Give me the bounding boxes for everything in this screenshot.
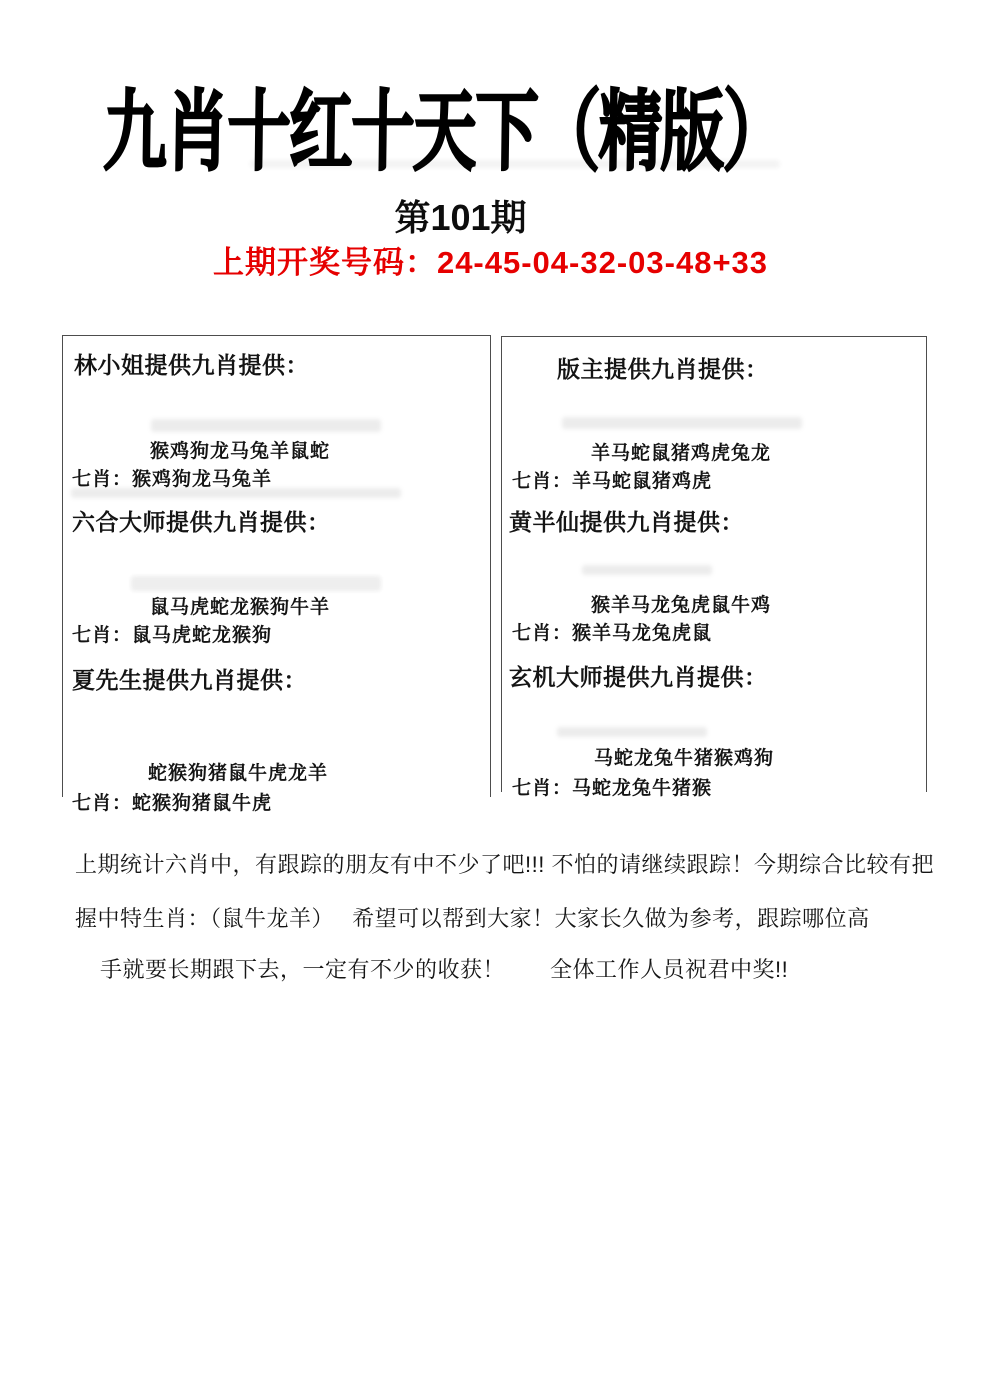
nine-zodiac-line: 猴鸡狗龙马兔羊鼠蛇 bbox=[150, 441, 331, 462]
last-draw-numbers: 上期开奖号码：24-45-04-32-03-48+33 bbox=[212, 245, 769, 280]
seven-zodiac-line: 七肖：蛇猴狗猪鼠牛虎 bbox=[72, 793, 273, 814]
nine-zodiac-line: 鼠马虎蛇龙猴狗牛羊 bbox=[150, 597, 331, 618]
section-header: 版主提供九肖提供： bbox=[557, 356, 769, 382]
page-title: 九肖十红十天下（精版） bbox=[103, 82, 786, 181]
last-draw-line bbox=[0, 237, 981, 282]
nine-zodiac-line: 猴羊马龙兔虎鼠牛鸡 bbox=[591, 595, 772, 616]
issue-number: 第101期 bbox=[394, 197, 527, 238]
seven-zodiac-line: 七肖：马蛇龙兔牛猪猴 bbox=[512, 778, 713, 799]
tips-panel-left bbox=[62, 335, 491, 814]
nine-zodiac-line: 蛇猴狗猪鼠牛虎龙羊 bbox=[148, 763, 329, 784]
scan-smudge bbox=[151, 419, 381, 432]
footer-note-line-3: 手就要长期跟下去，一定有不少的收获！ 全体工作人员祝君中奖!! bbox=[100, 957, 789, 982]
tips-panel-right bbox=[501, 336, 927, 799]
scan-smudge bbox=[562, 417, 802, 429]
section-header: 夏先生提供九肖提供： bbox=[72, 667, 307, 693]
seven-zodiac-line: 七肖：猴羊马龙兔虎鼠 bbox=[512, 623, 713, 644]
seven-zodiac-line: 七肖：鼠马虎蛇龙猴狗 bbox=[72, 625, 273, 646]
section-header: 六合大师提供九肖提供： bbox=[72, 509, 331, 535]
seven-zodiac-line: 七肖：羊马蛇鼠猪鸡虎 bbox=[512, 471, 713, 492]
masthead bbox=[0, 62, 981, 188]
footer-note-line-1: 上期统计六肖中，有跟踪的朋友有中不少了吧!!! 不怕的请继续跟踪！今期综合比较有把 bbox=[75, 852, 934, 877]
footer-note-line-2: 握中特生肖：（鼠牛龙羊） 希望可以帮到大家！大家长久做为参考，跟踪哪位高 bbox=[75, 906, 870, 931]
issue-line bbox=[0, 190, 981, 241]
scan-smudge bbox=[557, 727, 707, 737]
section-header: 黄半仙提供九肖提供： bbox=[509, 509, 744, 535]
section-header: 林小姐提供九肖提供： bbox=[74, 352, 309, 378]
scan-smudge bbox=[131, 576, 381, 591]
nine-zodiac-line: 羊马蛇鼠猪鸡虎兔龙 bbox=[591, 443, 772, 464]
seven-zodiac-line: 七肖：猴鸡狗龙马兔羊 bbox=[72, 469, 273, 490]
section-header: 玄机大师提供九肖提供： bbox=[509, 664, 768, 690]
scan-smudge bbox=[582, 565, 712, 575]
nine-zodiac-line: 马蛇龙兔牛猪猴鸡狗 bbox=[594, 748, 775, 769]
